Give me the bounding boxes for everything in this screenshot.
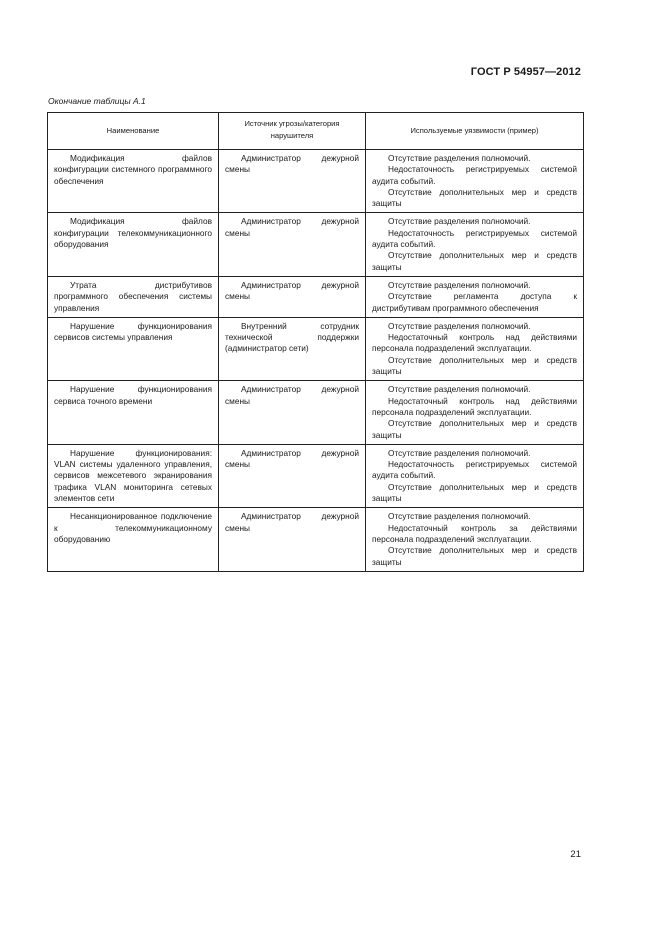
table-row [48, 508, 584, 571]
table-row [48, 276, 584, 317]
cell-source [219, 381, 366, 444]
threat-name: Модификация файлов конфигурации системного программного обеспечения [54, 153, 212, 186]
threat-name: Несанкционированное подключение к телекоммуникационному оборудованию [54, 511, 212, 544]
document-standard-header: ГОСТ Р 54957—2012 [470, 66, 581, 78]
cell-source [219, 213, 366, 276]
cell-source [219, 150, 366, 213]
cell-source [219, 317, 366, 380]
column-header-name: Наименование [48, 113, 219, 150]
column-header-source: Источник угрозы/категория нарушителя [219, 113, 366, 150]
threat-source: Администратор дежурной смены [225, 447, 359, 470]
cell-vulnerabilities [366, 381, 584, 444]
vulnerability-item: Отсутствие разделения полномочий. [388, 153, 531, 163]
vulnerability-item: Отсутствие дополнительных мер и средств защиты [372, 481, 577, 504]
vulnerability-item: Отсутствие разделения полномочий. [388, 447, 531, 458]
cell-name [48, 381, 219, 444]
vulnerability-item: Отсутствие дополнительных мер и средств защиты [372, 418, 577, 440]
threat-name: Нарушение функционирования сервисов системы управления [54, 320, 212, 343]
threat-name: Нарушение функционирования сервиса точного времени [54, 384, 212, 406]
cell-name [48, 444, 219, 507]
cell-vulnerabilities [366, 150, 584, 213]
cell-source [219, 508, 366, 571]
threat-name: Модификация файлов конфигурации телекоммуникационного оборудования [54, 216, 212, 250]
vulnerability-item: Отсутствие регламента доступа к дистрибутивам программного обеспечения [372, 291, 577, 313]
cell-vulnerabilities [366, 276, 584, 317]
vulnerability-item: Отсутствие дополнительных мер и средств защиты [372, 354, 577, 377]
threat-source: Администратор дежурной смены [225, 216, 359, 238]
threat-source: Администратор дежурной смены [225, 279, 359, 302]
cell-name [48, 508, 219, 571]
page-number: 21 [570, 849, 581, 860]
cell-name [48, 150, 219, 213]
table-row [48, 444, 584, 507]
table-body [48, 150, 584, 572]
cell-name [48, 317, 219, 380]
cell-source [219, 276, 366, 317]
vulnerability-item: Недостаточность регистрируемых системой аудита событий. [372, 164, 577, 186]
vulnerability-item: Отсутствие разделения полномочий. [388, 320, 531, 331]
cell-vulnerabilities [366, 317, 584, 380]
cell-vulnerabilities [366, 213, 584, 276]
vulnerability-item: Недостаточный контроль над действиями персонала подразделений эксплуатации. [372, 332, 577, 354]
cell-source [219, 444, 366, 507]
cell-name [48, 276, 219, 317]
table-row [48, 213, 584, 276]
cell-vulnerabilities [366, 444, 584, 507]
threat-source: Администратор дежурной смены [225, 384, 359, 406]
vulnerability-item: Отсутствие дополнительных мер и средств защиты [372, 186, 577, 209]
threat-name: Нарушение функционирования: VLAN системы удаленного управления, сервисов межсетевого экранирования трафика VLAN мониторинга сетевых элементов сети [54, 447, 212, 504]
threat-source: Внутренний сотрудник технической поддержки (администратор сети) [225, 320, 359, 354]
vulnerability-item: Недостаточный контроль за действиями персонала подразделений эксплуатации. [372, 522, 577, 544]
cell-name [48, 213, 219, 276]
vulnerability-item: Отсутствие разделения полномочий. [388, 279, 531, 290]
vulnerability-item: Недостаточность регистрируемых системой аудита событий. [372, 459, 577, 481]
cell-vulnerabilities [366, 508, 584, 571]
threat-source: Администратор дежурной смены [225, 153, 359, 175]
table-row [48, 150, 584, 213]
table-row [48, 381, 584, 444]
threat-name: Утрата дистрибутивов программного обеспечения системы управления [54, 279, 212, 313]
table-header-row [48, 113, 584, 150]
vulnerability-item: Недостаточный контроль над действиями персонала подразделений эксплуатации. [372, 395, 577, 417]
vulnerability-item: Отсутствие разделения полномочий. [388, 511, 531, 522]
table-caption: Окончание таблицы А.1 [48, 96, 146, 106]
column-header-vulnerabilities: Используемые уязвимости (пример) [366, 113, 584, 150]
vulnerability-item: Отсутствие разделения полномочий. [388, 384, 531, 395]
vulnerability-item: Отсутствие разделения полномочий. [388, 216, 531, 227]
vulnerability-item: Недостаточность регистрируемых системой аудита событий. [372, 227, 577, 250]
vulnerability-item: Отсутствие дополнительных мер и средств защиты [372, 545, 577, 567]
threat-source: Администратор дежурной смены [225, 511, 359, 533]
vulnerability-item: Отсутствие дополнительных мер и средств защиты [372, 250, 577, 272]
threats-table [47, 112, 584, 572]
table-row [48, 317, 584, 380]
